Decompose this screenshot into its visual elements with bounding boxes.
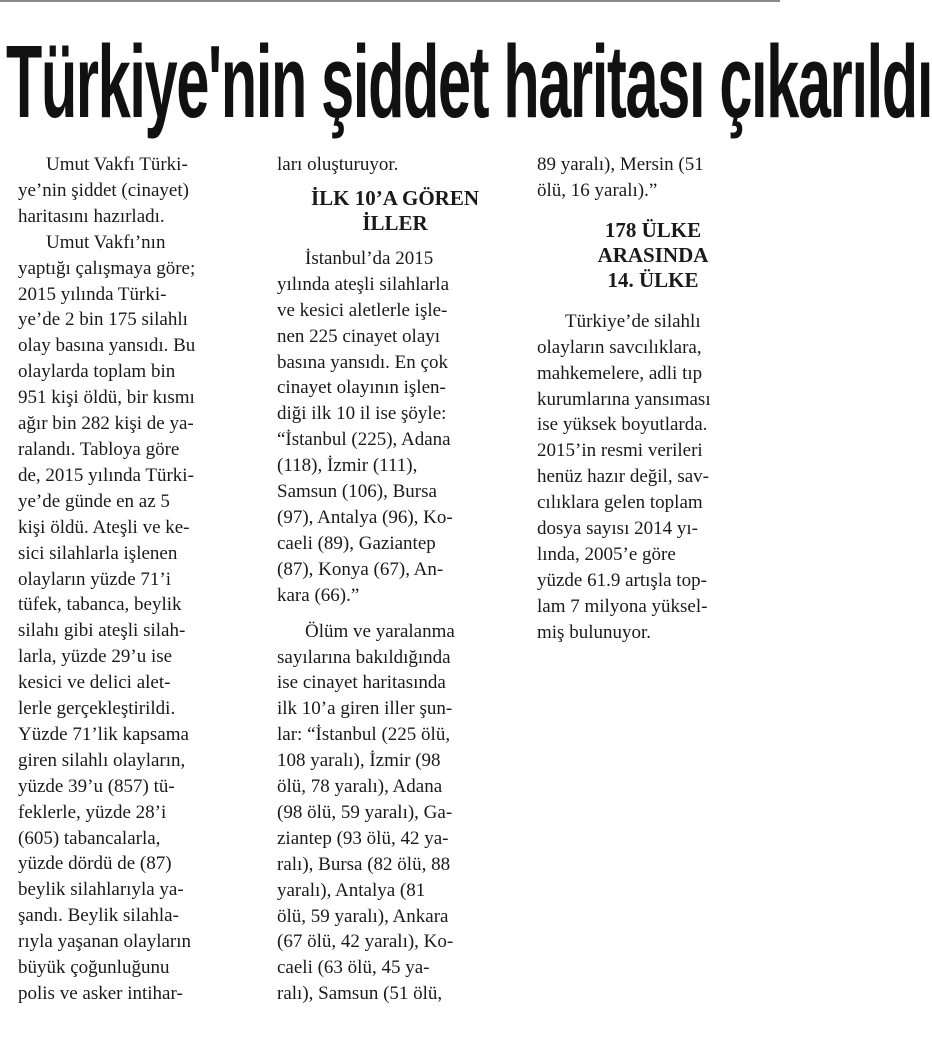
text-line: Umut Vakfı’nın [46,231,166,253]
text-line: yüzde 61.9 artışla top- [537,569,707,591]
text-line: (98 ölü, 59 yaralı), Ga- [277,801,453,823]
text-line: lında, 2005’e göre [537,543,676,565]
text-line: ve kesici aletlerle işle- [277,299,448,321]
text-line: ye’de 2 bin 175 silahlı [18,309,188,331]
subheading-178-countries [537,218,769,293]
text-line: caeli (89), Gaziantep [277,532,436,554]
text-line: kesici ve delici alet- [18,672,171,694]
text-line: 108 yaralı), İzmir (98 [277,750,441,772]
subheading-line: 178 ÜLKE [604,217,702,242]
text-line: de, 2015 yılında Türki- [18,464,194,486]
text-line: sici silahlarla işlenen [18,542,178,564]
text-line: Yüzde 71’lik kapsama [18,723,189,745]
text-line: mahkemelere, adli tıp [537,362,703,384]
text-line: büyük çoğunluğunu [18,957,170,979]
text-line: Samsun (106), Bursa [277,481,437,503]
text-line: tüfek, tabanca, beylik [18,594,182,616]
text-line: Umut Vakfı Türki- [46,154,188,175]
text-line: rıyla yaşanan olayların [18,931,192,953]
text-line: ralandı. Tabloya göre [18,438,180,460]
text-line: cinayet olayının işlen- [277,377,446,399]
text-line: haritasını hazırladı. [18,205,165,227]
text-line: olayların savcılıklara, [537,336,702,358]
text-line: 89 yaralı), Mersin (51 [537,154,704,175]
text-line: yılında ateşli silahlarla [277,273,450,295]
text-line: (97), Antalya (96), Ko- [277,506,453,528]
text-line: şandı. Beylik silahla- [18,905,179,927]
column-2 [277,152,513,1007]
text-line: Ölüm ve yaralanma [305,620,455,642]
subheading-line: 14. ÜLKE [607,267,699,292]
text-line: ölü, 78 yaralı), Adana [277,776,443,798]
text-line: caeli (63 ölü, 45 ya- [277,957,430,979]
text-line: larla, yüzde 29’u ise [18,646,173,668]
subheading-top-10-cities [277,186,513,236]
text-line: giren silahlı olayların, [18,749,186,771]
text-line: (118), İzmir (111), [277,455,418,477]
text-line: olay basına yansıdı. Bu [18,335,196,357]
text-line: silahı gibi ateşli silah- [18,620,186,642]
text-line: ilk 10’a giren iller şun- [277,698,453,720]
subheading-line: İLK 10’A GÖREN [310,185,480,210]
text-line: lam 7 milyona yüksel- [537,595,708,617]
text-line: kurumlarına yansıması [537,388,711,410]
text-line: lar: “İstanbul (225 ölü, [277,724,451,746]
text-line: ye’de günde en az 5 [18,490,170,512]
text-line: ralı), Bursa (82 ölü, 88 [277,853,451,875]
headline: Türkiye'nin şiddet haritası çıkarıldı [6,25,932,140]
text-line: (605) tabancalarla, [18,827,161,849]
text-line: ölü, 16 yaralı).” [537,179,658,201]
text-line: dosya sayısı 2014 yı- [537,518,698,540]
text-line: (87), Konya (67), An- [277,558,444,580]
text-line: 2015 yılında Türki- [18,283,167,305]
text-line: kişi öldü. Ateşli ve ke- [18,516,190,538]
text-line: beylik silahlarıyla ya- [18,879,184,901]
text-line: olayların yüzde 71’i [18,568,172,590]
text-line: ziantep (93 ölü, 42 ya- [277,827,449,849]
text-line: yaralı), Antalya (81 [277,879,426,901]
text-line: sayılarına bakıldığında [277,646,451,668]
text-line: 951 kişi öldü, bir kısmı [18,387,195,409]
subheading-line: ARASINDA [597,242,709,267]
text-line: Türkiye’de silahlı [565,310,701,332]
text-line: cılıklara gelen toplam [537,492,703,514]
text-line: ise yüksek boyutlarda. [537,414,708,436]
text-line: lerle gerçekleştirildi. [18,698,176,720]
text-line: ralı), Samsun (51 ölü, [277,983,443,1005]
text-line: ye’nin şiddet (cinayet) [18,179,189,201]
text-line: basına yansıdı. En çok [277,351,448,373]
text-line: miş bulunuyor. [537,621,652,643]
column-1 [18,152,268,1007]
text-line: polis ve asker intihar- [18,983,183,1004]
text-line: henüz hazır değil, sav- [537,466,709,488]
text-line: feklerle, yüzde 28’i [18,801,167,823]
text-line: nen 225 cinayet olayı [277,325,441,347]
text-line: ları oluşturuyor. [277,154,399,175]
text-line: İstanbul’da 2015 [305,247,434,269]
text-line: diği ilk 10 il ise şöyle: [277,403,447,425]
text-line: yüzde dördü de (87) [18,853,172,875]
subheading-line: İLLER [362,210,428,235]
text-line: ise cinayet haritasında [277,672,446,694]
text-line: ağır bin 282 kişi de ya- [18,413,194,435]
text-line: olaylarda toplam bin [18,361,176,383]
column-3 [537,152,769,646]
text-line: (67 ölü, 42 yaralı), Ko- [277,931,454,953]
text-line: kara (66).” [277,584,360,606]
text-line: yüzde 39’u (857) tü- [18,775,175,797]
text-line: yaptığı çalışmaya göre; [18,257,196,279]
top-rule [0,0,780,2]
text-line: 2015’in resmi verileri [537,440,703,462]
text-line: “İstanbul (225), Adana [277,429,451,451]
text-line: ölü, 59 yaralı), Ankara [277,905,449,927]
